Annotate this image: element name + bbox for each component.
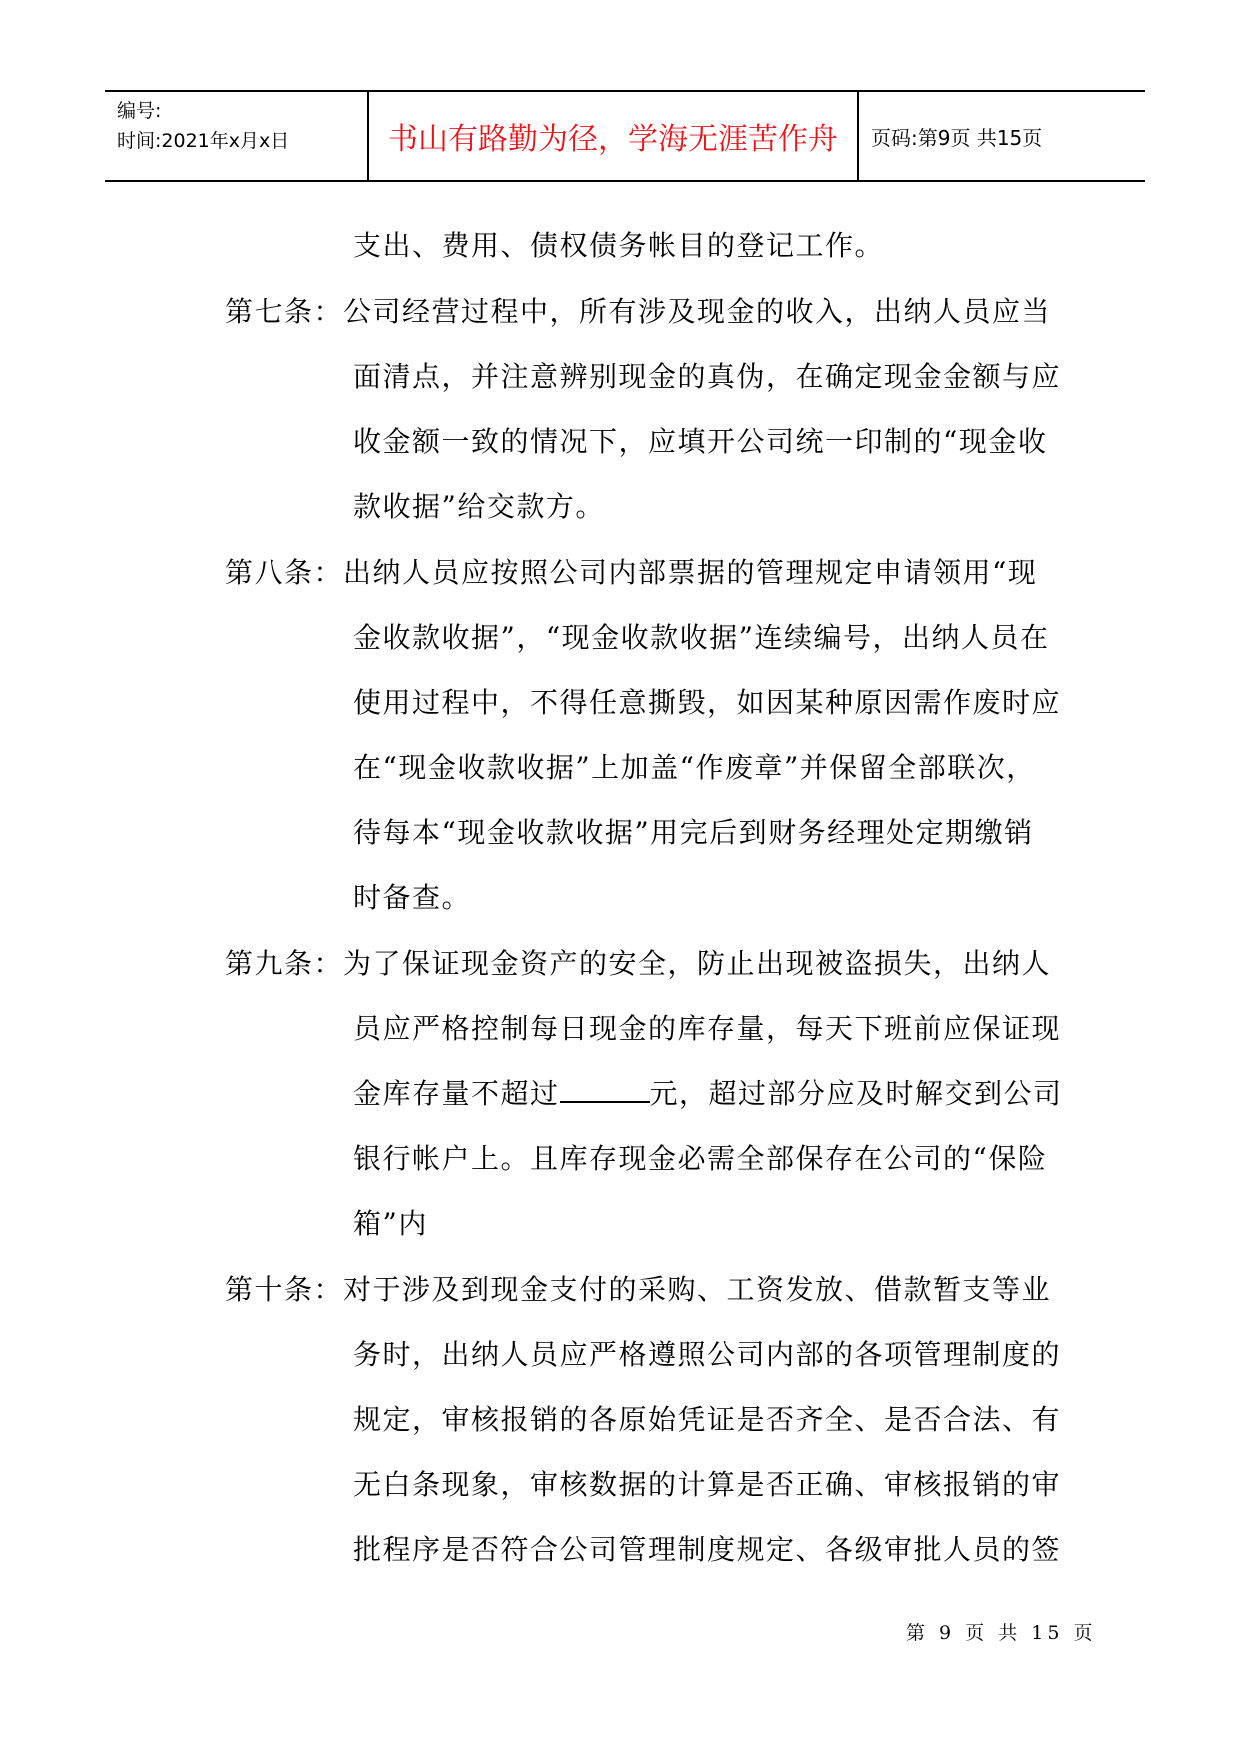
text-line: 支出、费用、债权债务帐目的登记工作。 <box>353 229 885 262</box>
text-line: 规定，审核报销的各原始凭证是否齐全、是否合法、有 <box>353 1403 1062 1436</box>
text-line: 收金额一致的情况下，应填开公司统一印制的“现金收 <box>353 425 1048 458</box>
text-line: 款收据”给交款方。 <box>353 490 605 523</box>
text-line: 时备查。 <box>353 881 472 914</box>
page-header <box>105 90 1145 182</box>
text-line: 银行帐户上。且库存现金必需全部保存在公司的“保险 <box>353 1142 1048 1175</box>
text-line: 箱”内 <box>353 1207 428 1240</box>
header-motto: 书山有路勤为径，学海无涯苦作舟 <box>369 92 859 180</box>
text-line: 员应严格控制每日现金的库存量，每天下班前应保证现 <box>353 1012 1062 1045</box>
text-line: 待每本“现金收款收据”用完后到财务经理处定期缴销 <box>353 816 1034 849</box>
text-line: 批程序是否符合公司管理制度规定、各级审批人员的签 <box>353 1533 1062 1566</box>
text-line: 面清点，并注意辨别现金的真伪，在确定现金金额与应 <box>353 360 1062 393</box>
text-segment: 金库存量不超过 <box>353 1077 560 1110</box>
text-line: 在“现金收款收据”上加盖“作废章”并保留全部联次， <box>353 751 1036 784</box>
amount-blank-field <box>560 1077 650 1103</box>
doc-number-label: 编号: <box>117 100 162 122</box>
text-line: 务时，出纳人员应严格遵照公司内部的各项管理制度的 <box>353 1338 1062 1371</box>
article-7-heading-line: 第七条：公司经营过程中，所有涉及现金的收入，出纳人员应当 <box>225 295 1052 328</box>
text-line: 金收款收据”，“现金收款收据”连续编号，出纳人员在 <box>353 621 1050 654</box>
text-line-with-blank <box>353 1072 1063 1112</box>
doc-time-label: 时间:2021年x月x日 <box>117 130 290 152</box>
page-footer: 第 9 页 共 15 页 <box>906 1622 1097 1644</box>
article-9-heading-line: 第九条：为了保证现金资产的安全，防止出现被盗损失，出纳人 <box>225 947 1052 980</box>
text-line: 使用过程中，不得任意撕毁，如因某种原因需作废时应 <box>353 686 1062 719</box>
text-line: 无白条现象，审核数据的计算是否正确、审核报销的审 <box>353 1468 1062 1501</box>
text-segment: 元，超过部分应及时解交到公司 <box>649 1077 1063 1110</box>
header-page-number: 页码:第9页 共15页 <box>871 125 1043 150</box>
article-8-heading-line: 第八条：出纳人员应按照公司内部票据的管理规定申请领用“现 <box>225 556 1038 589</box>
article-10-heading-line: 第十条：对于涉及到现金支付的采购、工资发放、借款暂支等业 <box>225 1273 1052 1306</box>
header-meta <box>105 92 369 180</box>
